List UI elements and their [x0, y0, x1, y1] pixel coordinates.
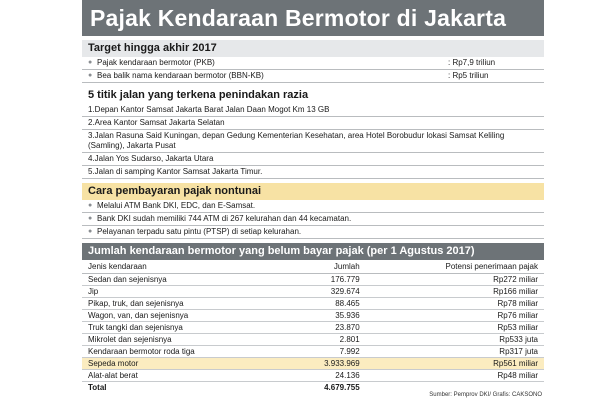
- table-row: [82, 322, 544, 334]
- vehicle-count: 35.936: [285, 310, 366, 322]
- payment-text: Bank DKI sudah memiliki 744 ATM di 267 kelurahan dan 44 kecamatan.: [97, 214, 352, 223]
- vehicle-type: Sedan dan sejenisnya: [82, 274, 285, 286]
- source-credit: Sumber: Pemprov DKI/ Grafis: CAKSONO: [429, 392, 542, 398]
- column-header: Jenis kendaraan: [82, 260, 285, 274]
- road-item: 4.Jalan Yos Sudarso, Jakarta Utara: [82, 153, 544, 166]
- vehicle-potential: Rp561 miliar: [366, 358, 544, 370]
- table-row: [82, 298, 544, 310]
- vehicle-type: Wagon, van, dan sejenisnya: [82, 310, 285, 322]
- target-label: Pajak kendaraan bermotor (PKB): [97, 58, 215, 67]
- target-label: Bea balik nama kendaraan bermotor (BBN-KB): [97, 71, 264, 80]
- road-item: 3.Jalan Rasuna Said Kuningan, depan Gedung Kementerian Kesehatan, area Hotel Borobudur lokasi Samsat Keliling (Samling), Jakarta Pusat: [82, 130, 544, 153]
- vehicle-potential: Rp533 juta: [366, 334, 544, 346]
- vehicle-count: 7.992: [285, 346, 366, 358]
- table-row: [82, 334, 544, 346]
- column-header: Potensi penerimaan pajak: [366, 260, 544, 274]
- column-header: Jumlah: [285, 260, 366, 274]
- target-value: : Rp7,9 triliun: [448, 58, 496, 67]
- bullet-icon: ●: [88, 202, 93, 209]
- vehicle-type: Pikap, truk, dan sejenisnya: [82, 298, 285, 310]
- table-row: [82, 286, 544, 298]
- vehicle-potential: Rp48 miliar: [366, 370, 544, 382]
- bullet-icon: ●: [88, 72, 93, 79]
- payment-text: Pelayanan terpadu satu pintu (PTSP) di setiap kelurahan.: [97, 227, 302, 236]
- target-item: [82, 70, 544, 83]
- road-item: 2.Area Kantor Samsat Jakarta Selatan: [82, 117, 544, 130]
- payment-text: Melalui ATM Bank DKI, EDC, dan E-Samsat.: [97, 201, 256, 210]
- table-row: [82, 274, 544, 286]
- total-label: Total: [88, 383, 107, 392]
- table-row-highlighted: [82, 358, 544, 370]
- vehicle-count: 329.674: [285, 286, 366, 298]
- vehicle-count: 3.933.969: [285, 358, 366, 370]
- bullet-icon: ●: [88, 228, 93, 235]
- table-row: [82, 370, 544, 382]
- road-item: 1.Depan Kantor Samsat Jakarta Barat Jalan Daan Mogot Km 13 GB: [82, 104, 544, 117]
- vehicle-type: Mikrolet dan sejenisnya: [82, 334, 285, 346]
- vehicle-potential: Rp317 juta: [366, 346, 544, 358]
- target-value: : Rp5 triliun: [448, 71, 489, 80]
- vehicle-potential: Rp53 miliar: [366, 322, 544, 334]
- bullet-icon: ●: [88, 59, 93, 66]
- payment-heading: Cara pembayaran pajak nontunai: [82, 183, 544, 200]
- bullet-icon: ●: [88, 215, 93, 222]
- roads-heading: 5 titik jalan yang terkena penindakan razia: [88, 89, 309, 101]
- table-row: [82, 310, 544, 322]
- page-title: Pajak Kendaraan Bermotor di Jakarta: [82, 0, 544, 36]
- table-row: [82, 346, 544, 358]
- vehicle-type: Kendaraan bermotor roda tiga: [82, 346, 285, 358]
- payment-item: [82, 200, 544, 213]
- vehicle-type: Jip: [82, 286, 285, 298]
- table-header-row: [82, 260, 544, 274]
- vehicle-count: 2.801: [285, 334, 366, 346]
- payment-item: [82, 226, 544, 239]
- vehicle-count: 23.870: [285, 322, 366, 334]
- target-item: [82, 57, 544, 70]
- road-item: 5.Jalan di samping Kantor Samsat Jakarta Timur.: [82, 166, 544, 179]
- vehicle-count: 88.465: [285, 298, 366, 310]
- vehicle-potential: Rp166 miliar: [366, 286, 544, 298]
- vehicle-potential: Rp76 miliar: [366, 310, 544, 322]
- vehicle-type: Truk tangki dan sejenisnya: [82, 322, 285, 334]
- vehicle-type: Sepeda motor: [82, 358, 285, 370]
- vehicles-heading: Jumlah kendaraan bermotor yang belum bayar pajak (per 1 Agustus 2017): [82, 243, 544, 260]
- target-heading: Target hingga akhir 2017: [82, 40, 544, 57]
- vehicle-count: 24.136: [285, 370, 366, 382]
- payment-item: [82, 213, 544, 226]
- total-count: 4.679.755: [324, 383, 360, 392]
- vehicles-table: [82, 260, 544, 393]
- vehicle-potential: Rp272 miliar: [366, 274, 544, 286]
- vehicle-count: 176.779: [285, 274, 366, 286]
- vehicle-type: Alat-alat berat: [82, 370, 285, 382]
- vehicle-potential: Rp78 miliar: [366, 298, 544, 310]
